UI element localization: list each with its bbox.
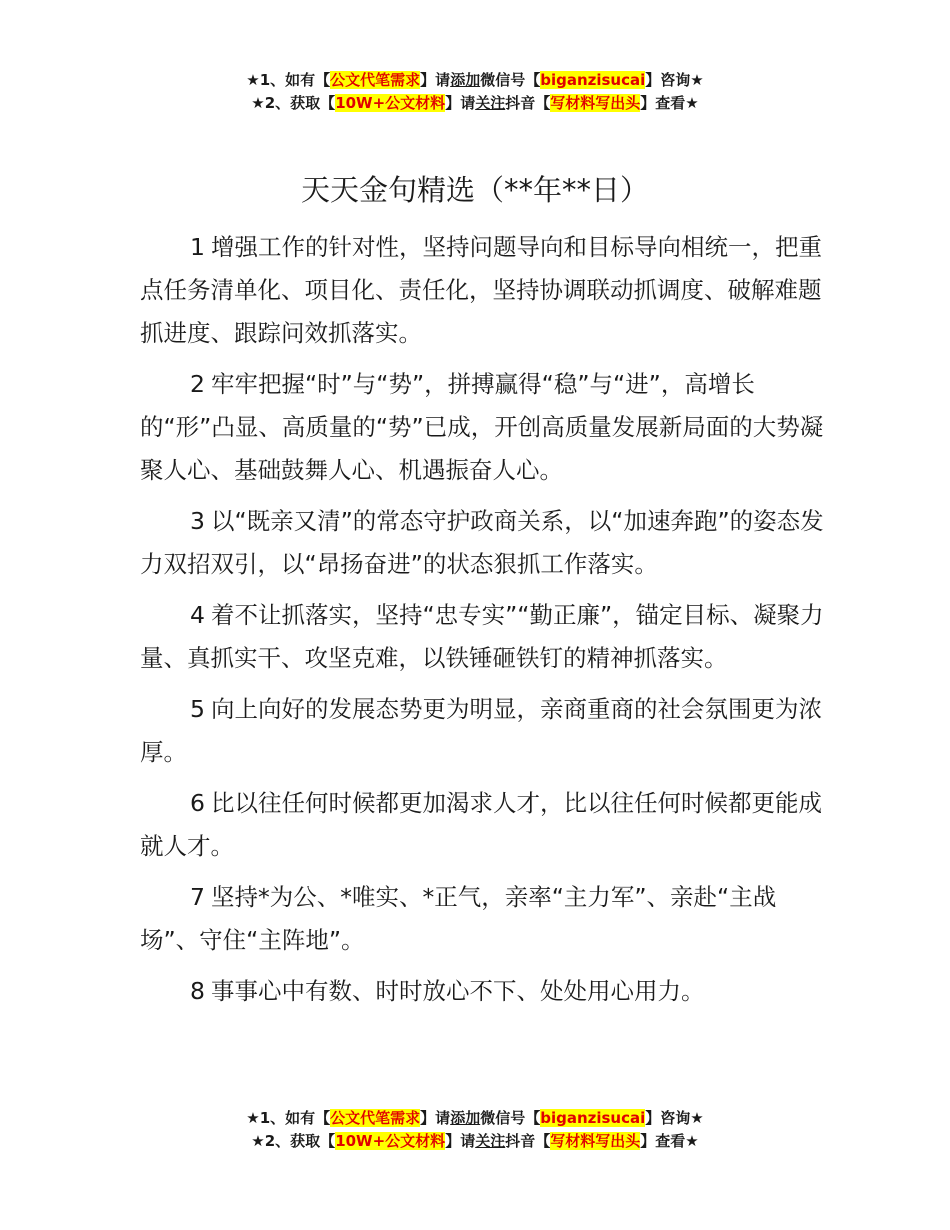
banner-text: 微信号【: [480, 1109, 541, 1127]
quote-item-3: [140, 500, 830, 586]
banner-text: 】请: [420, 1109, 451, 1127]
item-text: 坚持*为公、*唯实、*正气，亲率“主力军”、亲赴“主战场”、守住“主阵地”。: [140, 883, 777, 954]
banner-text: 】请: [420, 71, 451, 89]
quote-item-2: [140, 363, 830, 492]
banner-line-1: [0, 1107, 950, 1130]
item-number: 2: [190, 370, 205, 398]
banner-text: 】查看★: [640, 94, 699, 112]
footer-banner: [0, 1107, 950, 1153]
banner-highlight: 写材料写出头: [550, 94, 641, 112]
item-text: 向上向好的发展态势更为明显，亲商重商的社会氛围更为浓厚。: [140, 695, 822, 766]
banner-text: 】请: [445, 1132, 476, 1150]
page-title: 天天金句精选（**年**日）: [300, 173, 649, 207]
item-number: 3: [190, 507, 205, 535]
quote-item-1: [140, 226, 830, 355]
banner-underline: 添加: [450, 71, 481, 89]
banner-underline: 关注: [475, 94, 506, 112]
quote-list: [140, 226, 830, 1021]
banner-underline: 关注: [475, 1132, 506, 1150]
banner-highlight: biganzisucai: [540, 1109, 646, 1127]
quote-item-7: [140, 876, 830, 962]
banner-text: 】咨询★: [645, 1109, 704, 1127]
banner-line-2: [0, 1130, 950, 1153]
banner-text: 】咨询★: [645, 71, 704, 89]
quote-item-4: [140, 594, 830, 680]
banner-underline: 添加: [450, 1109, 481, 1127]
banner-text: ★2、获取【: [251, 1132, 336, 1150]
quote-item-8: [140, 970, 830, 1013]
banner-line-2: [0, 92, 950, 115]
item-text: 着不让抓落实，坚持“忠专实”“勤正廉”，锚定目标、凝聚力量、真抓实干、攻坚克难，以铁锤砸铁钉的精神抓落实。: [140, 601, 824, 672]
banner-text: ★1、如有【: [246, 1109, 331, 1127]
banner-highlight: biganzisucai: [540, 71, 646, 89]
header-banner: [0, 69, 950, 115]
banner-text: ★2、获取【: [251, 94, 336, 112]
item-number: 5: [190, 695, 205, 723]
banner-text: ★1、如有【: [246, 71, 331, 89]
quote-item-5: [140, 688, 830, 774]
banner-text: 抖音【: [505, 94, 551, 112]
banner-highlight: 公文代笔需求: [330, 1109, 421, 1127]
banner-text: 抖音【: [505, 1132, 551, 1150]
banner-highlight: 公文代笔需求: [330, 71, 421, 89]
quote-item-6: [140, 782, 830, 868]
banner-text: 】查看★: [640, 1132, 699, 1150]
banner-highlight: 写材料写出头: [550, 1132, 641, 1150]
banner-highlight: 10W+公文材料: [335, 1132, 446, 1150]
item-text: 比以往任何时候都更加渴求人才，比以往任何时候都更能成就人才。: [140, 789, 822, 860]
item-text: 增强工作的针对性，坚持问题导向和目标导向相统一，把重点任务清单化、项目化、责任化，坚持协调联动抓调度、破解难题抓进度、跟踪问效抓落实。: [140, 233, 822, 347]
banner-line-1: [0, 69, 950, 92]
banner-text: 微信号【: [480, 71, 541, 89]
item-text: 以“既亲又清”的常态守护政商关系，以“加速奔跑”的姿态发力双招双引，以“昂扬奋进”的状态狠抓工作落实。: [140, 507, 824, 578]
item-text: 牢牢把握“时”与“势”，拼搏赢得“稳”与“进”，高增长的“形”凸显、高质量的“势”已成，开创高质量发展新局面的大势凝聚人心、基础鼓舞人心、机遇振奋人心。: [140, 370, 824, 484]
item-text: 事事心中有数、时时放心不下、处处用心用力。: [210, 977, 705, 1005]
banner-highlight: 10W+公文材料: [335, 94, 446, 112]
item-number: 1: [190, 233, 205, 261]
item-number: 4: [190, 601, 205, 629]
item-number: 7: [190, 883, 205, 911]
item-number: 8: [190, 977, 205, 1005]
item-number: 6: [190, 789, 205, 817]
banner-text: 】请: [445, 94, 476, 112]
